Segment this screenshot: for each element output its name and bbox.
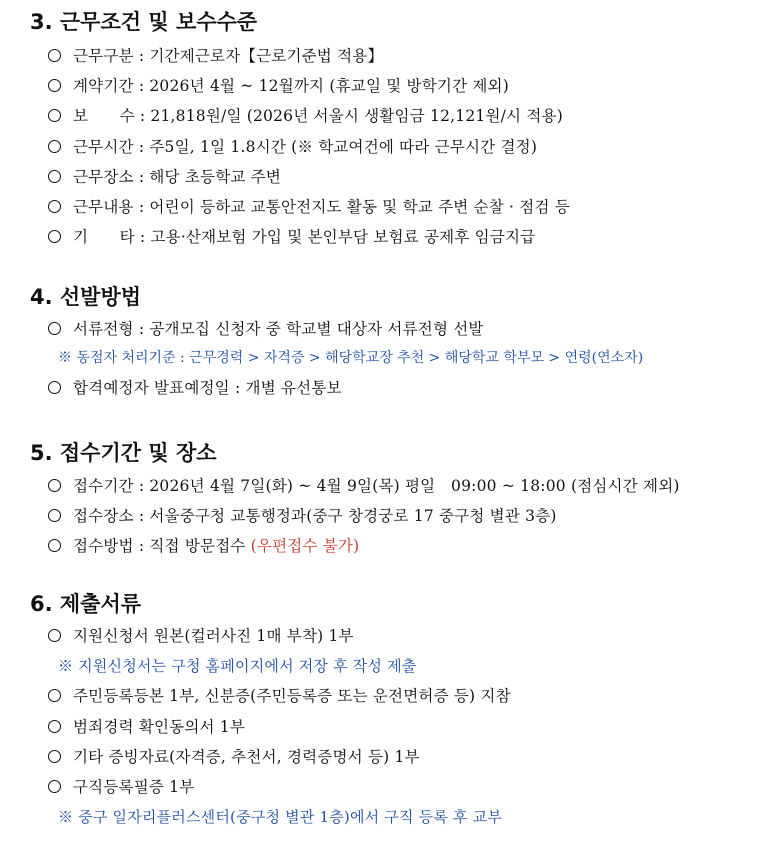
tie-break-note: ※ 동점자 처리기준 : 근무경력 > 자격증 > 해당학교장 추천 > 해당학교 학부모 > 연령(연소자) [58,350,644,366]
no-mail-warning: (우편접수 불가) [250,537,360,555]
application-form-note: ※ 지원신청서는 구청 홈페이지에서 저장 후 작성 제출 [58,657,417,675]
hollow-circle-icon [48,170,61,183]
hollow-circle-icon [48,109,61,122]
hollow-circle-icon [48,689,61,702]
list-item-document-screening [48,318,484,340]
item-text: 근무시간 : 주5일, 1일 1.8시간 (※ 학교여건에 따라 근무시간 결정) [73,138,538,156]
section-3-heading: 3. 근무조건 및 보수수준 [30,10,258,34]
hollow-circle-icon [48,539,61,552]
item-text: 서류전형 : 공개모집 신청자 중 학교별 대상자 서류전형 선발 [73,320,484,338]
hollow-circle-icon [48,140,61,153]
section-6-heading: 6. 제출서류 [30,592,142,616]
hollow-circle-icon [48,230,61,243]
item-text: 지원신청서 원본(컬러사진 1매 부착) 1부 [73,627,354,645]
list-item-work-type [48,45,383,67]
item-text: 주민등록등본 1부, 신분증(주민등록증 또는 운전면허증 등) 지참 [73,687,511,705]
item-text: 구직등록필증 1부 [73,778,195,796]
item-text: 보 수 : 21,818원/일 (2026년 서울시 생활임금 12,121원/시 적용) [73,107,563,125]
hollow-circle-icon [48,509,61,522]
item-text: 접수기간 : 2026년 4월 7일(화) ~ 4월 9일(목) 평일 09:00 ~ 18:00 (점심시간 제외) [73,477,680,495]
hollow-circle-icon [48,200,61,213]
list-item-duties [48,196,570,218]
item-text: 접수방법 : 직접 방문접수 [73,537,251,555]
hollow-circle-icon [48,750,61,763]
hollow-circle-icon [48,780,61,793]
item-text: 기타 증빙자료(자격증, 추천서, 경력증명서 등) 1부 [73,748,420,766]
list-item-work-place [48,166,281,188]
list-item-pay [48,105,563,127]
hollow-circle-icon [48,720,61,733]
item-text: 기 타 : 고용·산재보험 가입 및 본인부담 보험료 공제후 임금지급 [73,228,536,246]
item-text: 근무장소 : 해당 초등학교 주변 [73,168,282,186]
hollow-circle-icon [48,322,61,335]
item-text: 합격예정자 발표예정일 : 개별 유선통보 [73,379,342,397]
section-5-heading: 5. 접수기간 및 장소 [30,441,217,465]
item-text: 근무내용 : 어린이 등하교 교통안전지도 활동 및 학교 주변 순찰 · 점검 등 [73,198,570,216]
hollow-circle-icon [48,49,61,62]
list-item-resident-registration [48,685,511,707]
list-item-application-period [48,475,680,497]
item-text: 근무구분 : 기간제근로자【근로기준법 적용】 [73,47,384,65]
hollow-circle-icon [48,79,61,92]
list-item-application-method [48,535,359,557]
job-registration-note: ※ 중구 일자리플러스센터(중구청 별관 1층)에서 구직 등록 후 교부 [58,808,503,826]
list-item-criminal-record-consent [48,716,245,738]
list-item-supporting-documents [48,746,420,768]
item-text: 범죄경력 확인동의서 1부 [73,718,246,736]
section-4-heading: 4. 선발방법 [30,285,142,309]
hollow-circle-icon [48,629,61,642]
list-item-result-announcement [48,377,342,399]
list-item-application-place [48,505,557,527]
list-item-application-form [48,625,354,647]
list-item-other [48,226,535,248]
item-text: 접수장소 : 서울중구청 교통행정과(중구 창경궁로 17 중구청 별관 3층) [73,507,557,525]
list-item-contract-period [48,75,509,97]
hollow-circle-icon [48,479,61,492]
item-text: 계약기간 : 2026년 4월 ~ 12월까지 (휴교일 및 방학기간 제외) [73,77,509,95]
hollow-circle-icon [48,381,61,394]
list-item-job-registration [48,776,194,798]
list-item-work-hours [48,136,537,158]
